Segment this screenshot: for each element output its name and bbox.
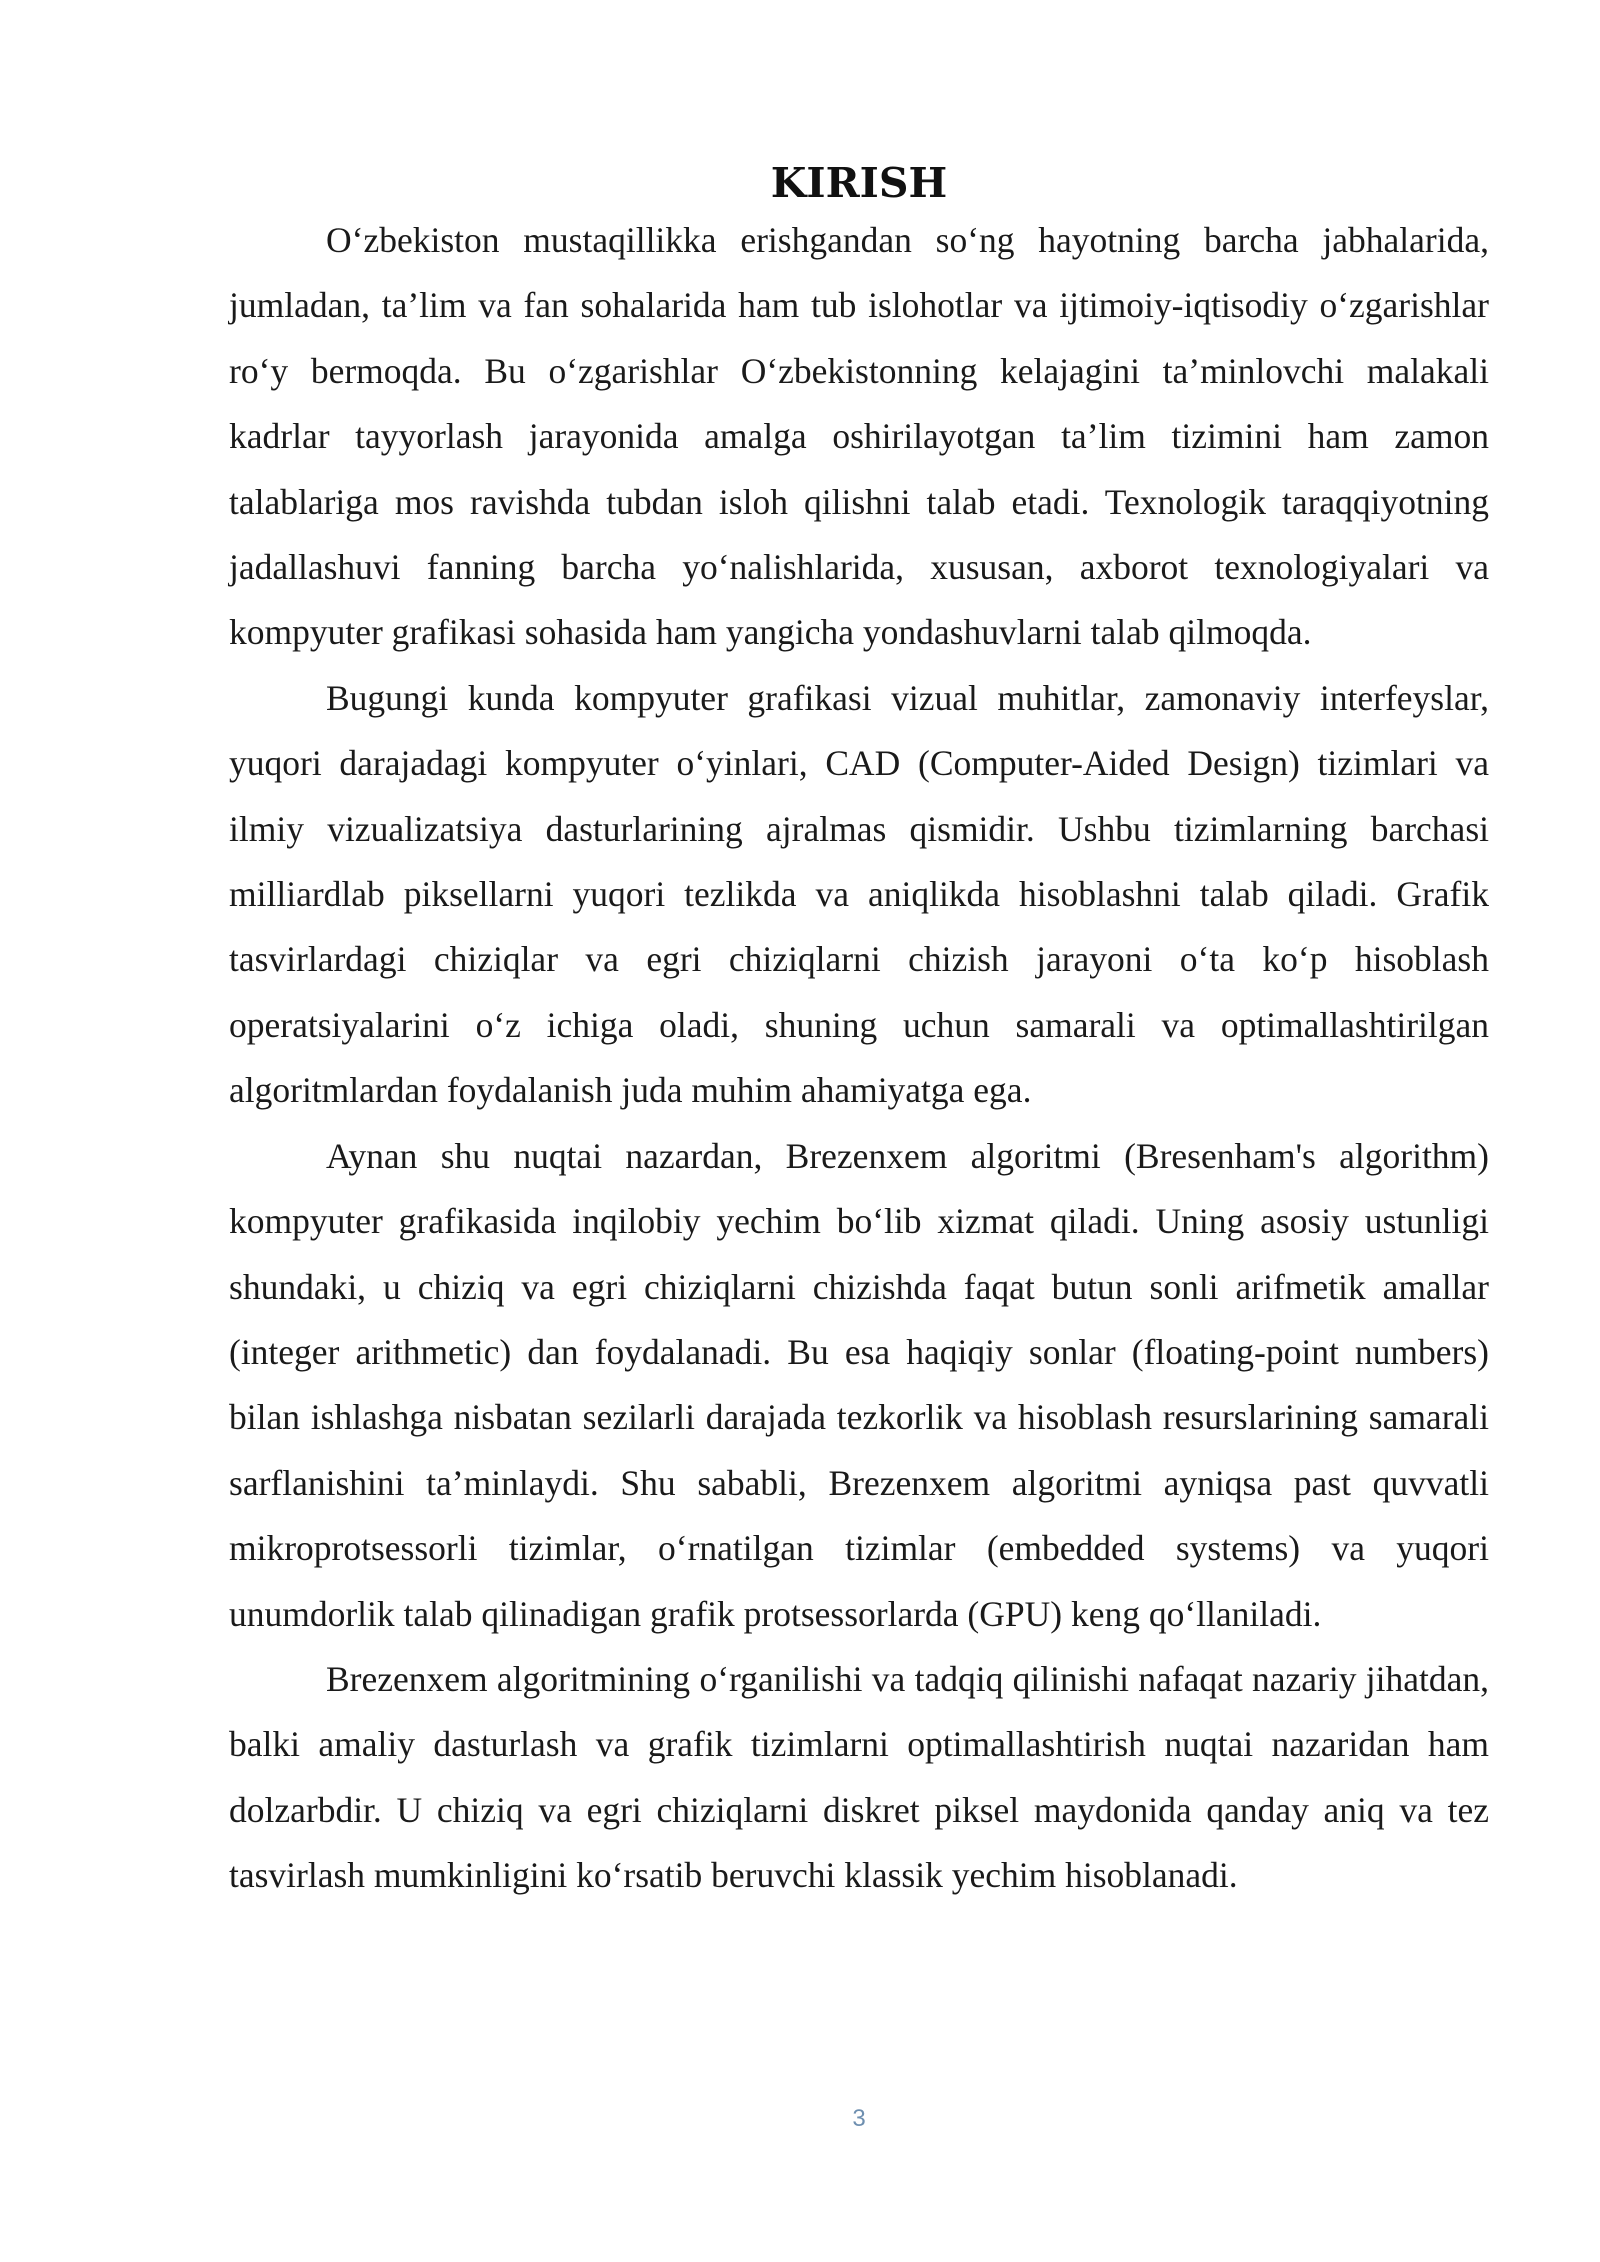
page-title: KIRISH <box>770 159 948 207</box>
body-text <box>229 208 1489 1909</box>
paragraph-1: O‘zbekiston mustaqillikka erishgandan so‘ng hayotning barcha jabhalarida, jumladan, ta’lim va fan sohalarida ham tub islohotlar va ijtimoiy-iqtisodiy o‘zgarishlar ro‘y bermoqda. Bu o‘zgarishlar O‘zbekistonning kelajagini ta’minlovchi malakali kadrlar tayyorlash jarayonida amalga oshirilayotgan ta’lim tizimini ham zamon talablariga mos ravishda tubdan isloh qilishni talab etadi. Texnologik taraqqiyotning jadallashuvi fanning barcha yo‘nalishlarida, xususan, axborot texnologiyalari va kompyuter grafikasi sohasida ham yangicha yondashuvlarni talab qilmoqda. <box>229 220 1489 653</box>
paragraph-4: Brezenxem algoritmining o‘rganilishi va tadqiq qilinishi nafaqat nazariy jihatdan, balki amaliy dasturlash va grafik tizimlarni optimallashtirish nuqtai nazaridan ham dolzarbdir. U chiziq va egri chiziqlarni diskret piksel maydonida qanday aniq va tez tasvirlash mumkinligini ko‘rsatib beruvchi klassik yechim hisoblanadi. <box>229 1658 1489 1896</box>
page-number: 3 <box>852 2105 866 2132</box>
paragraph-2: Bugungi kunda kompyuter grafikasi vizual muhitlar, zamonaviy interfeyslar, yuqori darajadagi kompyuter o‘yinlari, CAD (Computer-Aided Design) tizimlari va ilmiy vizualizatsiya dasturlarining ajralmas qismidir. Ushbu tizimlarning barchasi milliardlab piksellarni yuqori tezlikda va aniqlikda hisoblashni talab qiladi. Grafik tasvirlardagi chiziqlar va egri chiziqlarni chizish jarayoni o‘ta ko‘p hisoblash operatsiyalarini o‘z ichiga oladi, shuning uchun samarali va optimallashtirilgan algoritmlardan foydalanish juda muhim ahamiyatga ega. <box>229 677 1489 1111</box>
paragraph-3: Aynan shu nuqtai nazardan, Brezenxem algoritmi (Bresenham's algorithm) kompyuter grafikasida inqilobiy yechim bo‘lib xizmat qiladi. Uning asosiy ustunligi shundaki, u chiziq va egri chiziqlarni chizishda faqat butun sonli arifmetik amallar (integer arithmetic) dan foydalanadi. Bu esa haqiqiy sonlar (floating-point numbers) bilan ishlashga nisbatan sezilarli darajada tezkorlik va hisoblash resurslarining samarali sarflanishini ta’minlaydi. Shu sababli, Brezenxem algoritmi ayniqsa past quvvatli mikroprotsessorli tizimlar, o‘rnatilgan tizimlar (embedded systems) va yuqori unumdorlik talab qilinadigan grafik protsessorlarda (GPU) keng qo‘llaniladi. <box>229 1135 1489 1634</box>
